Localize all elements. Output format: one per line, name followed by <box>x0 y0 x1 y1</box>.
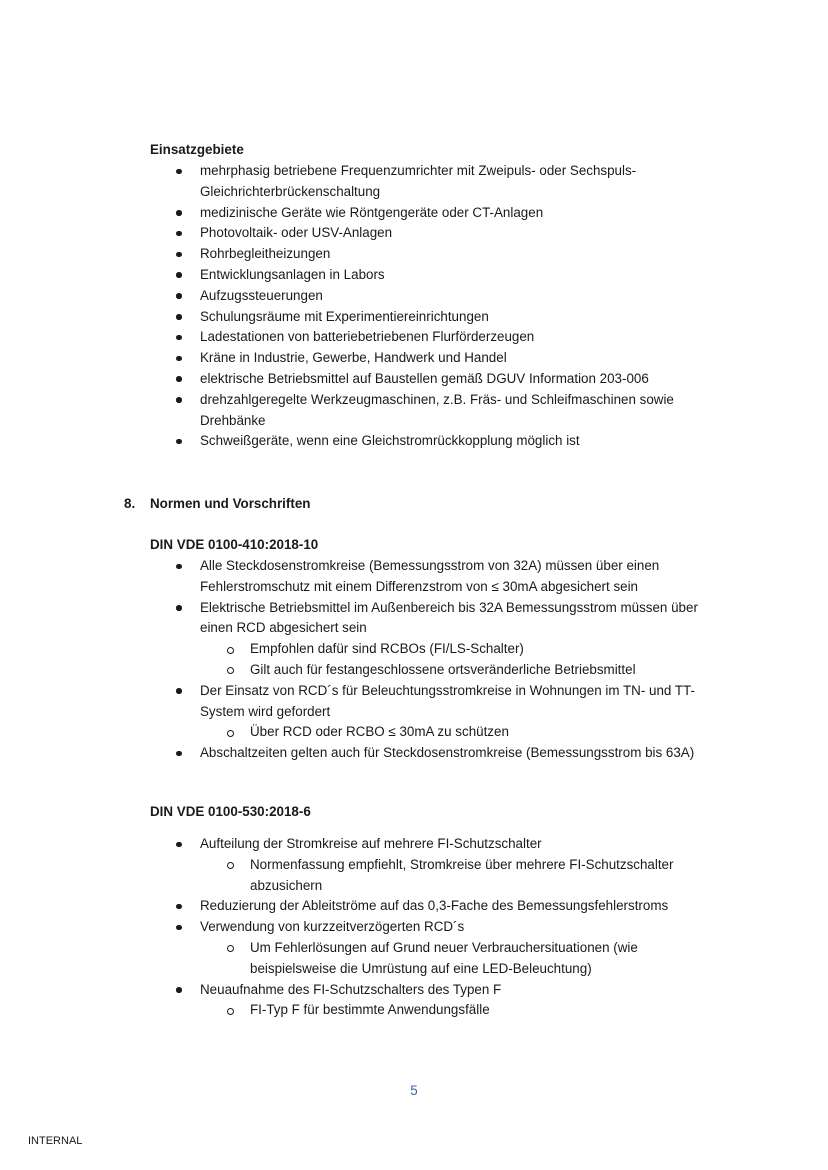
sub-list-item: FI-Typ F für bestimmte Anwendungsfälle <box>200 1000 710 1021</box>
page-number: 5 <box>410 1083 418 1098</box>
din-410-list <box>150 556 730 764</box>
list-item: Schulungsräume mit Experimentiereinrichtungen <box>150 307 710 328</box>
list-item: Aufzugssteuerungen <box>150 286 710 307</box>
sub-list <box>200 1000 710 1021</box>
list-item <box>150 598 730 681</box>
sub-list <box>200 855 710 897</box>
list-item: Schweißgeräte, wenn eine Gleichstromrückkopplung möglich ist <box>150 431 710 452</box>
din-530-list <box>150 834 710 1021</box>
section-number: 8. <box>124 496 136 511</box>
list-item <box>150 834 710 896</box>
sub-list <box>200 722 730 743</box>
list-item <box>150 896 710 917</box>
sub-list-item: Normenfassung empfiehlt, Stromkreise über mehrere FI-Schutzschalter abzusichern <box>200 855 710 897</box>
einsatzgebiete-list <box>150 161 710 452</box>
list-item-text: Der Einsatz von RCD´s für Beleuchtungsstromkreise in Wohnungen im TN- und TT-System wird gefordert <box>200 682 695 719</box>
list-item: medizinische Geräte wie Röntgengeräte oder CT-Anlagen <box>150 203 710 224</box>
din-410-heading: DIN VDE 0100-410:2018-10 <box>150 537 319 552</box>
din-530-list-block <box>150 834 710 1021</box>
sub-list-item: Über RCD oder RCBO ≤ 30mA zu schützen <box>200 722 730 743</box>
einsatzgebiete-list-block <box>150 161 710 452</box>
din-410-list-block <box>150 556 730 764</box>
list-item <box>150 743 730 764</box>
sub-list-item: Um Fehlerlösungen auf Grund neuer Verbrauchersituationen (wie beispielsweise die Umrüstung auf eine LED-Beleuchtung) <box>200 938 710 980</box>
list-item: Photovoltaik- oder USV-Anlagen <box>150 223 710 244</box>
list-item: Ladestationen von batteriebetriebenen Flurförderzeugen <box>150 327 710 348</box>
list-item-text: Abschaltzeiten gelten auch für Steckdosenstromkreise (Bemessungsstrom bis 63A) <box>200 745 695 761</box>
list-item <box>150 681 730 743</box>
list-item: Rohrbegleitheizungen <box>150 244 710 265</box>
sub-list-item: Empfohlen dafür sind RCBOs (FI/LS-Schalter) <box>200 639 730 660</box>
list-item-text: Aufteilung der Stromkreise auf mehrere FI-Schutzschalter <box>200 836 542 851</box>
list-item <box>150 980 710 1022</box>
einsatzgebiete-heading: Einsatzgebiete <box>150 142 244 157</box>
list-item: Kräne in Industrie, Gewerbe, Handwerk und Handel <box>150 348 710 369</box>
list-item: drehzahlgeregelte Werkzeugmaschinen, z.B. Fräs- und Schleifmaschinen sowie Drehbänke <box>150 390 710 432</box>
list-item: elektrische Betriebsmittel auf Baustellen gemäß DGUV Information 203-006 <box>150 369 710 390</box>
sub-list-item: Gilt auch für festangeschlossene ortsveränderliche Betriebsmittel <box>200 660 730 681</box>
list-item <box>150 917 710 979</box>
classification-label: INTERNAL <box>28 1135 83 1147</box>
sub-list <box>200 639 730 681</box>
list-item-text: Neuaufnahme des FI-Schutzschalters des Typen F <box>200 981 502 997</box>
din-530-heading: DIN VDE 0100-530:2018-6 <box>150 804 311 819</box>
list-item-text: Alle Steckdosenstromkreise (Bemessungsstrom von 32A) müssen über einen Fehlerstromschutz mit einem Differenzstrom von ≤ 30mA abgesichert sein <box>200 558 660 594</box>
sub-list <box>200 938 710 980</box>
list-item: mehrphasig betriebene Frequenzumrichter mit Zweipuls- oder Sechspuls-Gleichrichterbrückenschaltung <box>150 161 710 203</box>
list-item-text: Elektrische Betriebsmittel im Außenbereich bis 32A Bemessungsstrom müssen über einen RCD abgesichert sein <box>200 599 698 636</box>
section-title: Normen und Vorschriften <box>150 496 311 511</box>
list-item-text: Reduzierung der Ableitströme auf das 0,3-Fache des Bemessungsfehlerstroms <box>200 898 669 914</box>
list-item-text: Verwendung von kurzzeitverzögerten RCD´s <box>200 919 465 935</box>
list-item: Entwicklungsanlagen in Labors <box>150 265 710 286</box>
list-item <box>150 556 730 598</box>
